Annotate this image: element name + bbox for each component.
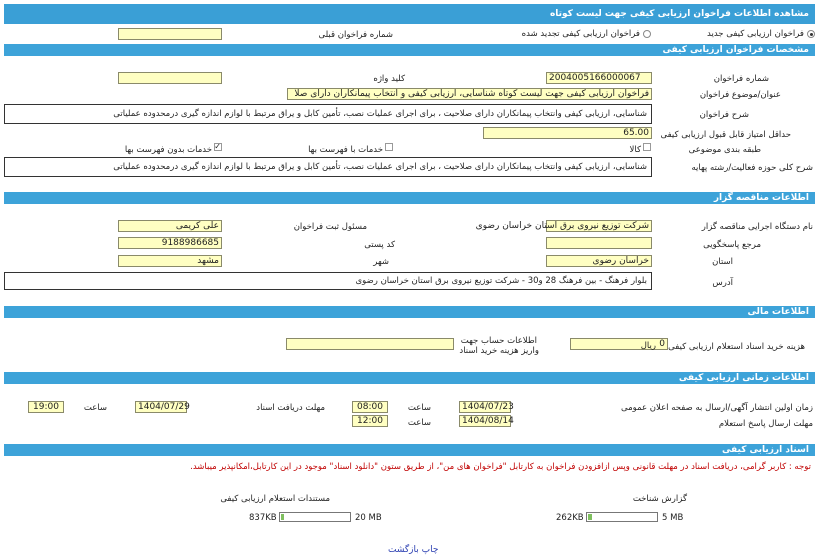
agency-label: نام دستگاه اجرایی مناقصه گزار: [701, 222, 813, 232]
response-time-field: 12:00: [352, 415, 388, 427]
address-box: بلوار فرهنگ - بین فرهنگ 28 و30 - شرکت توزیع نیروی برق استان خراسان رضوی: [4, 272, 652, 290]
doc1-progress: [586, 512, 658, 522]
account-label-line2: واریز هزینه خرید اسناد: [459, 346, 539, 356]
checkbox-listed-services-label: خدمات با فهرست بها: [308, 145, 383, 155]
province-field: خراسان رضوی: [546, 255, 652, 267]
doc1-limit: 5 MB: [662, 513, 684, 523]
province-label: استان: [712, 257, 733, 267]
agency-field: شرکت توزیع نیروی برق استان خراسان رضوی: [546, 220, 652, 232]
min-score-label: حداقل امتیاز قابل قبول ارزیابی کیفی: [660, 130, 791, 140]
classification-label: طبقه بندی موضوعی: [688, 145, 761, 155]
response-time-label: ساعت: [407, 418, 431, 428]
postal-code-field: 9188986685: [118, 237, 222, 249]
receive-date-field: 1404/07/29: [135, 401, 187, 413]
receive-time-label: ساعت: [83, 403, 107, 413]
section-documents-header: اسناد ارزیابی کیفی: [4, 444, 815, 456]
radio-renewed-call[interactable]: [643, 30, 651, 38]
response-label: مهلت ارسال پاسخ استعلام: [718, 419, 813, 429]
section-tenderer-header: اطلاعات مناقصه گزار: [4, 192, 815, 204]
account-label-line1: اطلاعات حساب جهت: [460, 336, 537, 346]
keyword-field: [118, 72, 222, 84]
doc2-progress: [279, 512, 351, 522]
print-back-link[interactable]: چاپ بازگشت: [388, 545, 439, 555]
address-label: آدرس: [712, 278, 733, 288]
section-specs-header: مشخصات فراخوان ارزیابی کیفی: [4, 44, 815, 56]
scope-box: شناسایی، ارزیابی کیفی وانتخاب پیمانکاران دارای صلاحیت ، برای اجرای عملیات نصب، تأمین کابل و یراق مرتبط با لوازم اندازه گیری درمحدوده عملیاتی: [4, 157, 652, 177]
doc1-progress-fill: [588, 514, 592, 520]
publish-date-field: 1404/07/23: [459, 401, 511, 413]
doc2-label: مستندات استعلام ارزیابی کیفی: [220, 494, 330, 504]
description-label: شرح فراخوان: [699, 110, 749, 120]
account-field: [286, 338, 454, 350]
checkbox-unlisted-services-label: خدمات بدون فهرست بها: [124, 145, 212, 155]
responder-label: مرجع پاسخگویی: [703, 240, 761, 250]
doc1-label: گزارش شناخت: [632, 494, 687, 504]
section-schedule-header: اطلاعات زمانی ارزیابی کیفی: [4, 372, 815, 384]
previous-call-field: [118, 28, 222, 40]
checkbox-goods-label: کالا: [629, 145, 641, 155]
fee-currency: ریال: [640, 341, 656, 351]
publish-time-field: 08:00: [352, 401, 388, 413]
min-score-field: 65.00: [483, 127, 652, 139]
checkbox-listed-services[interactable]: [385, 143, 393, 151]
call-number-field: 2004005166000067: [546, 72, 652, 84]
radio-renewed-call-label: فراخوان ارزیابی کیفی تجدید شده: [521, 29, 640, 39]
radio-new-call-label: فراخوان ارزیابی کیفی جدید: [707, 29, 804, 39]
subject-label: عنوان/موضوع فراخوان: [699, 90, 781, 100]
city-field: مشهد: [118, 255, 222, 267]
section-financial-header: اطلاعات مالی: [4, 306, 815, 318]
doc2-limit: 20 MB: [355, 513, 382, 523]
doc2-progress-fill: [281, 514, 284, 520]
doc1-size: 262KB: [556, 513, 584, 523]
postal-code-label: کد پستی: [364, 240, 395, 250]
previous-call-label: شماره فراخوان قبلی: [318, 30, 393, 40]
page-title: مشاهده اطلاعات فراخوان ارزیابی کیفی جهت لیست کوتاه: [4, 4, 815, 24]
response-date-field: 1404/08/14: [459, 415, 511, 427]
publish-label: زمان اولین انتشار آگهی/ارسال به صفحه اعلان عمومی: [621, 403, 813, 413]
doc2-size: 837KB: [249, 513, 277, 523]
checkbox-goods[interactable]: [643, 143, 651, 151]
responder-field: [546, 237, 652, 249]
publish-time-label: ساعت: [407, 403, 431, 413]
receive-label: مهلت دریافت اسناد: [256, 403, 325, 413]
radio-new-call[interactable]: [807, 30, 815, 38]
description-box: شناسایی، ارزیابی کیفی وانتخاب پیمانکاران دارای صلاحیت ، برای اجرای عملیات نصب، تأمین کابل و یراق مرتبط با لوازم اندازه گیری درمحدوده عملیاتی: [4, 104, 652, 124]
receive-time-field: 19:00: [28, 401, 64, 413]
call-number-label: شماره فراخوان: [713, 74, 769, 84]
registrar-field: علی کریمی: [118, 220, 222, 232]
keyword-label: کلید واژه: [373, 74, 405, 84]
fee-field: 0: [570, 338, 668, 350]
city-label: شهر: [373, 257, 389, 267]
checkbox-unlisted-services[interactable]: ✓: [214, 142, 221, 151]
fee-label: هزینه خرید اسناد استعلام ارزیابی کیفی: [668, 342, 805, 352]
subject-field: فراخوان ارزیابی کیفی جهت لیست کوتاه شناسایی، ارزیابی کیفی و انتخاب پیمانکاران دارای صلا: [287, 88, 652, 100]
registrar-label: مسئول ثبت فراخوان: [293, 222, 367, 232]
documents-notice: توجه : کاربر گرامی، دریافت اسناد در مهلت قانونی وپس ازافزودن فراخوان به کارتابل "فراخوان های من"، از طریق ستون "دانلود اسناد" موجود در این کارتابل،امکانپذیر میباشد.: [190, 462, 811, 472]
scope-label: شرح کلی حوزه فعالیت/رشته پهایه: [691, 163, 813, 173]
